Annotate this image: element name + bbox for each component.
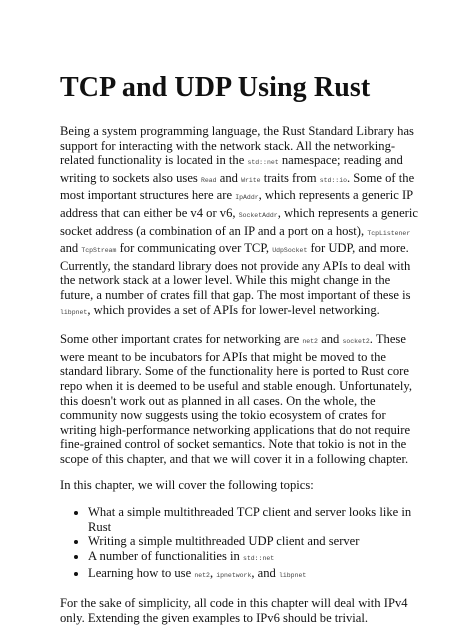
text: , which represents a generic IP address that can either be v4 or v6, bbox=[60, 188, 413, 220]
text: and bbox=[317, 332, 343, 347]
code-ipaddr: IpAddr bbox=[235, 194, 259, 202]
code-net2: net2 bbox=[302, 338, 318, 346]
list-item: • What a simple multithreaded TCP client and server looks like in Rust bbox=[88, 505, 420, 534]
list-item: • Writing a simple multithreaded UDP client and server bbox=[88, 534, 420, 549]
document-page bbox=[60, 72, 420, 637]
text: for UDP, and more. Currently, the standard library does not provide any APIs to deal with the network stack at a lower level. While this might change in the future, a number of crates fill that gap. The most important of these is bbox=[60, 241, 411, 302]
crates-paragraph bbox=[60, 332, 420, 466]
code-socket2: socket2 bbox=[342, 338, 370, 346]
code-udpsocket: UdpSocket bbox=[272, 247, 308, 255]
text: , bbox=[209, 566, 217, 581]
text: , which represents a generic socket address (a combination of an IP and a port on a host), bbox=[60, 205, 418, 238]
text: and bbox=[216, 170, 242, 185]
closing-paragraph: For the sake of simplicity, all code in this chapter will deal with IPv4 only. Extending the given examples to IPv6 should be trivial. bbox=[60, 596, 408, 625]
list-item bbox=[88, 566, 420, 584]
topics-list bbox=[60, 505, 420, 584]
text: for communicating over TCP, bbox=[116, 241, 273, 256]
code-std-net: std::net bbox=[247, 159, 279, 167]
code-tcpstream: TcpStream bbox=[81, 247, 117, 255]
text: Learning how to use bbox=[88, 566, 195, 581]
code-socketaddr: SocketAddr bbox=[238, 211, 278, 219]
list-item bbox=[88, 549, 420, 567]
code-libpnet: libpnet bbox=[60, 308, 88, 316]
code-read: Read bbox=[200, 176, 217, 184]
text: . These were meant to be incubators for APIs that might be moved to the standard library. Some of the functionality here is ported to Rust core repo when it is deemed to be useful and stable enough. Unfortunately, this doesn't work out as planned in all cases. On the whole, the community now suggests using the tokio ecosystem of crates for writing high-performance networking applications that do not require fine-grained control of socket semantics. Note that tokio is not in the scope of this chapter, and that we will cover it in a following chapter. bbox=[60, 332, 413, 466]
text: Being a system programming language, the Rust Standard Library has support for interacting with the network stack. All the networking-related functionality is located in the bbox=[60, 124, 414, 168]
code-write: Write bbox=[241, 176, 261, 184]
text: and bbox=[60, 241, 82, 256]
text: A number of functionalities in bbox=[88, 548, 243, 563]
code-tcplistener: TcpListener bbox=[367, 229, 411, 237]
code-libpnet: libpnet bbox=[278, 572, 307, 580]
code-std-io: std::io bbox=[319, 176, 347, 184]
intro-paragraph bbox=[60, 124, 420, 320]
text: , which provides a set of APIs for lower-level networking. bbox=[87, 302, 380, 317]
text: Some other important crates for networking are bbox=[60, 332, 303, 347]
topics-intro: In this chapter, we will cover the following topics: bbox=[60, 478, 314, 493]
code-ipnetwork: ipnetwork bbox=[216, 572, 252, 580]
text: namespace; reading and writing to sockets also uses bbox=[60, 153, 403, 185]
code-std-net: std::net bbox=[242, 554, 275, 562]
page-title: TCP and UDP Using Rust bbox=[60, 72, 371, 103]
code-net2: net2 bbox=[194, 572, 210, 580]
text: , and bbox=[251, 566, 279, 581]
text: . Some of the most important structures here are bbox=[60, 170, 415, 203]
text: traits from bbox=[260, 170, 320, 185]
